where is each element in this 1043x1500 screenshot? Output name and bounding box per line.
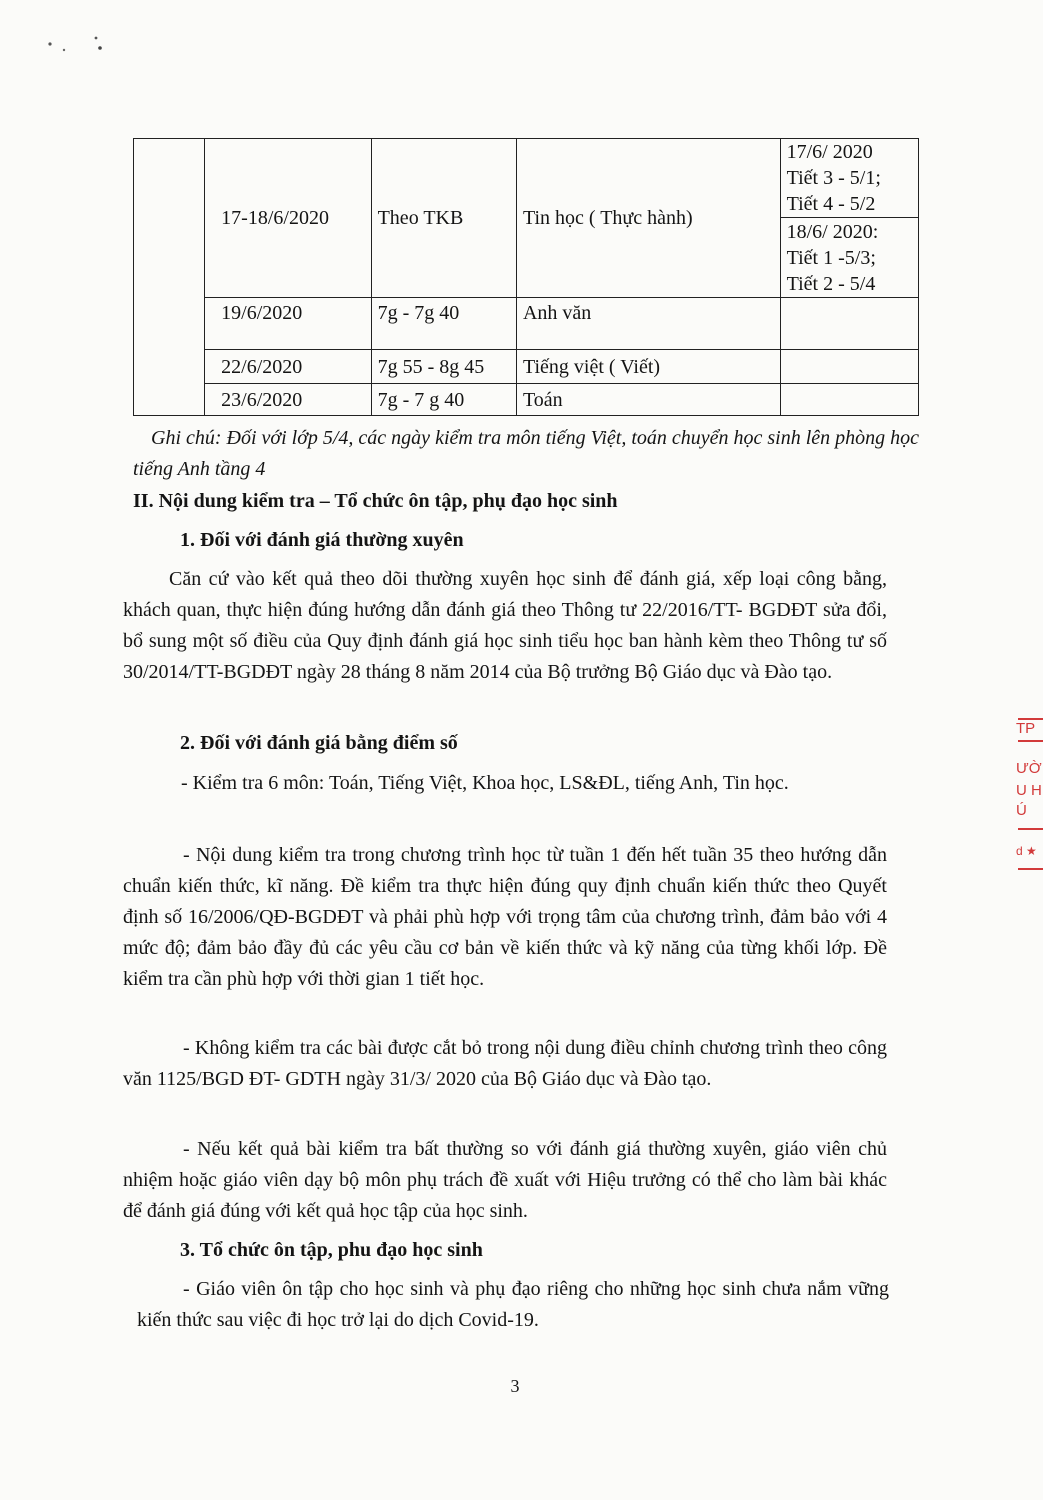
subsection-3-title: 3. Tổ chức ôn tập, phu đạo học sinh [180,1239,483,1261]
subsection-2-item-2: - Nội dung kiểm tra trong chương trình học từ tuần 1 đến hết tuần 35 theo hướng dẫn chuẩn kiến thức, kĩ năng. Đề kiểm tra thực hiện đúng quy định chuẩn kiến thức theo Quyết định số 16/2006/QĐ-BGDĐT và phải phù hợp với trọng tâm của chương trình, đảm bảo với 4 mức độ; đảm bảo đầy đủ các yêu cầu cơ bản về kiến thức và kỹ năng của từng khối lớp. Đề kiểm tra cần phù hợp với thời gian 1 tiết học. [123,844,887,990]
time-cell: 7g - 7 g 40 [371,384,516,416]
subsection-2-title: 2. Đối với đánh giá bằng điểm số [180,732,458,754]
table-row [134,350,919,384]
subsection-1-text: Căn cứ vào kết quả theo dõi thường xuyên học sinh để đánh giá, xếp loại công bằng, khách quan, thực hiện đúng hướng dẫn đánh giá theo Thông tư 22/2016/TT- BGDĐT sửa đổi, bổ sung một số điều của Quy định đánh giá học sinh tiểu học ban hành kèm theo Thông tư số 30/2014/TT-BGDĐT ngày 28 tháng 8 năm 2014 của Bộ trưởng Bộ Giáo dục và Đào tạo. [123,568,887,683]
subject-cell: Anh văn [516,298,780,350]
date-cell: 23/6/2020 [205,384,371,416]
scan-speck-marks [44,30,114,60]
subsection-1-title: 1. Đối với đánh giá thường xuyên [180,529,464,551]
date-cell: 17-18/6/2020 [205,139,371,298]
table-row [134,139,919,218]
exam-schedule-table [133,138,919,416]
page-number: 3 [510,1376,520,1396]
schedule-note: Ghi chú: Đối với lớp 5/4, các ngày kiểm tra môn tiếng Việt, toán chuyển học sinh lên phòng học tiếng Anh tầng 4 [133,427,920,480]
subsection-2-item-4: - Nếu kết quả bài kiểm tra bất thường so với đánh giá thường xuyên, giáo viên chủ nhiệm hoặc giáo viên dạy bộ môn phụ trách đề xuất với Hiệu trưởng có thể cho làm bài khác để đánh giá đúng với kết quả học tập của học sinh. [123,1138,887,1222]
time-cell: 7g 55 - 8g 45 [371,350,516,384]
periods-cell: 17/6/ 2020 Tiết 3 - 5/1; Tiết 4 - 5/2 [780,139,918,218]
subject-cell: Toán [516,384,780,416]
subject-cell: Tiếng việt ( Viết) [516,350,780,384]
table-row [134,298,919,350]
subsection-2-item-1: - Kiểm tra 6 môn: Toán, Tiếng Việt, Khoa học, LS&ĐL, tiếng Anh, Tin học. [181,772,789,794]
red-stamp-fragment: TP ƯỜ U H Ú d ★ [1012,716,1043,876]
table-row [134,384,919,416]
section-2-title: II. Nội dung kiểm tra – Tổ chức ôn tập, phụ đạo học sinh [133,490,618,512]
subsection-2-item-3: - Không kiểm tra các bài được cắt bỏ trong nội dung điều chỉnh chương trình theo công văn 1125/BGD ĐT- GDTH ngày 31/3/ 2020 của Bộ Giáo dục và Đào tạo. [123,1037,887,1090]
time-cell: Theo TKB [371,139,516,298]
periods-cell: 18/6/ 2020: Tiết 1 -5/3; Tiết 2 - 5/4 [780,218,918,298]
subject-cell: Tin học ( Thực hành) [516,139,780,298]
subsection-3-text: - Giáo viên ôn tập cho học sinh và phụ đạo riêng cho những học sinh chưa nắm vững kiến thức sau việc đi học trở lại do dịch Covid-19. [137,1278,889,1331]
date-cell: 22/6/2020 [205,350,371,384]
date-cell: 19/6/2020 [205,298,371,350]
time-cell: 7g - 7g 40 [371,298,516,350]
